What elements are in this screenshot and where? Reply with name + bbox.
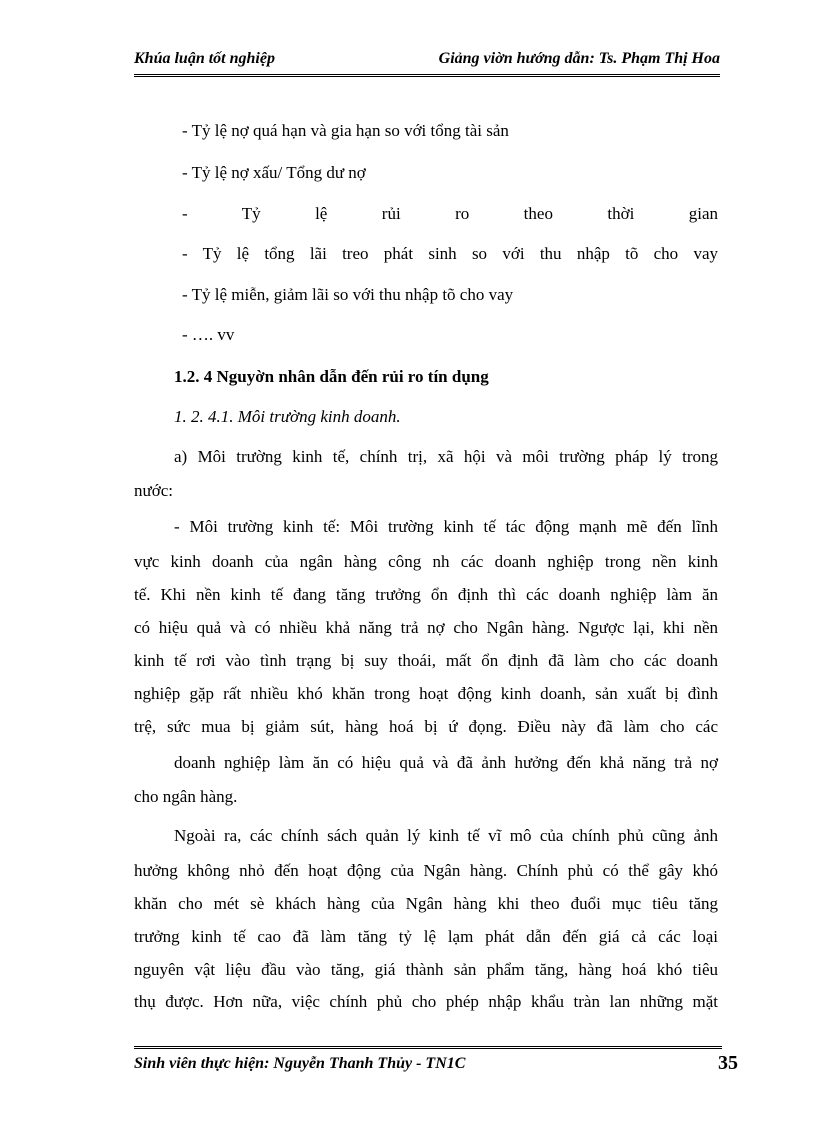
paragraph-line: trưởng kinh tế cao đã làm tăng tỷ lệ lạm phát dẫn đến giá cả các loại <box>134 927 718 946</box>
list-item: - Tỷ lệ tổng lãi treo phát sinh so với thu nhập tõ cho vay <box>182 244 718 263</box>
paragraph-line: nước: <box>134 481 173 500</box>
paragraph-line: nguyên vật liệu đầu vào tăng, giá thành sản phẩm tăng, hàng hoá khó tiêu <box>134 960 718 979</box>
page-number: 35 <box>718 1052 738 1074</box>
subsection-heading: 1. 2. 4.1. Môi trường kinh doanh. <box>174 407 401 426</box>
paragraph-line: cho ngân hàng. <box>134 787 238 806</box>
list-item: - Tỷ lệ nợ xấu/ Tổng dư nợ <box>182 163 366 182</box>
header-thesis-title: Khúa luận tốt nghiệp <box>134 50 275 67</box>
paragraph-line: hưởng không nhỏ đến hoạt động của Ngân hàng. Chính phủ có thể gây khó <box>134 861 718 880</box>
paragraph-line: a) Môi trường kinh tế, chính trị, xã hội và môi trường pháp lý trong <box>174 447 718 466</box>
paragraph-line: tế. Khi nền kinh tế đang tăng trưởng ổn định thì các doanh nghiệp làm ăn <box>134 585 718 604</box>
paragraph-line: doanh nghiệp làm ăn có hiệu quả và đã ảnh hưởng đến khả năng trả nợ <box>174 753 718 772</box>
paragraph-line: - Môi trường kinh tế: Môi trường kinh tế tác động mạnh mẽ đến lĩnh <box>174 517 718 536</box>
list-item: - Tỷ lệ miễn, giảm lãi so với thu nhập tõ cho vay <box>182 285 514 304</box>
paragraph-line: trệ, sức mua bị giảm sút, hàng hoá bị ứ đọng. Điều này đã làm cho các <box>134 717 718 736</box>
list-item: - …. vv <box>182 325 235 344</box>
list-item: - Tỷ lệ rủi ro theo thời gian <box>182 204 718 223</box>
paragraph-line: có hiệu quả và có nhiều khả năng trả nợ cho Ngân hàng. Ngược lại, khi nền <box>134 618 718 637</box>
list-item: - Tỷ lệ nợ quá hạn và gia hạn so với tổng tài sản <box>182 121 509 140</box>
footer-rule <box>134 1046 722 1049</box>
paragraph-line: kinh tế rơi vào tình trạng bị suy thoái, mất ổn định đã làm cho các doanh <box>134 651 718 670</box>
paragraph-line: nghiệp gặp rất nhiều khó khăn trong hoạt động kinh doanh, sản xuất bị đình <box>134 684 718 703</box>
page-header <box>134 48 720 77</box>
paragraph-line: vực kinh doanh của ngân hàng công nh các doanh nghiệp trong nền kinh <box>134 552 718 571</box>
paragraph-line: thụ được. Hơn nữa, việc chính phủ cho phép nhập khẩu tràn lan những mặt <box>134 992 718 1011</box>
paragraph-line: khăn cho mét sè khách hàng của Ngân hàng khi theo đuổi mục tiêu tăng <box>134 894 718 913</box>
section-heading: 1.2. 4 Nguyờn nhân dẫn đến rủi ro tín dụng <box>174 367 489 386</box>
paragraph-line: Ngoài ra, các chính sách quản lý kinh tế vĩ mô của chính phủ cũng ảnh <box>174 826 718 845</box>
footer-student: Sinh viên thực hiện: Nguyễn Thanh Thủy - TN1C <box>134 1055 466 1072</box>
header-supervisor: Giảng viờn hướng dẫn: Ts. Phạm Thị Hoa <box>438 50 720 67</box>
